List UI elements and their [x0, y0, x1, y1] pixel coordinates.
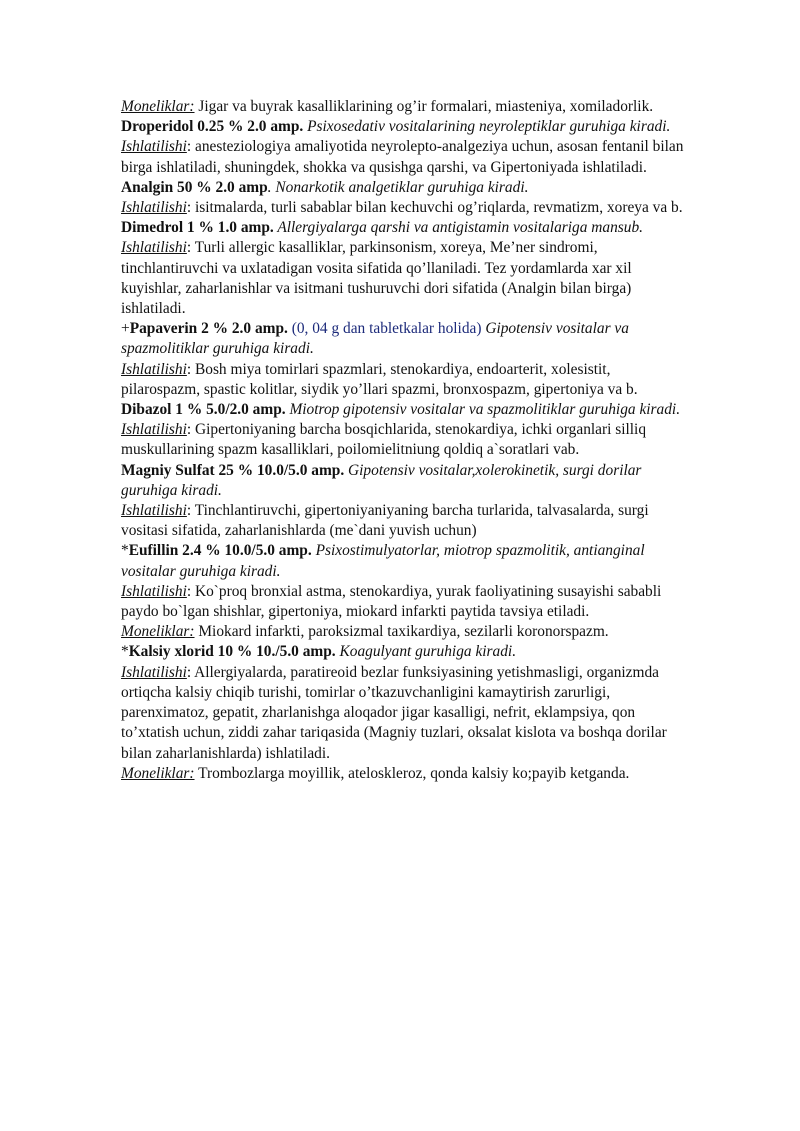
paragraph-text: : Ko`proq bronxial astma, stenokardiya, yurak faoliyatining susayishi sababli paydo bo`lgan shishlar, gipertoniya, miokard infarkti paytida tavsiya etiladi.: [121, 582, 662, 621]
contraindications-paragraph: [121, 764, 691, 784]
paragraph-text: : Turli allergic kasalliklar, parkinsonism, xoreya, Me’ner sindromi, tinchlantiruvchi va uxlatadigan vosita sifatida qo’llaniladi. Tez yordamlarda xar xil kuyishlar, zaharlanishlar va isitmani tushuruvchi dori sifatida (Analgin bilan birga) ishlatiladi.: [121, 239, 632, 318]
drug-description: Psixosedativ vositalarining neyroleptiklar guruhiga kiradi.: [303, 118, 671, 136]
paragraph-text: : Gipertoniyaning barcha bosqichlarida, stenokardiya, ichki organlari silliq muskullarining spazm kasalliklari, poilomielitniung qoldiq a`soratlari vab.: [121, 421, 647, 459]
drug-name: Papaverin 2 % 2.0 amp.: [129, 320, 288, 338]
drug-prefix: +: [121, 320, 130, 338]
usage-label: Ishlatilishi: [121, 582, 187, 600]
drug-name: Droperidol 0.25 % 2.0 amp.: [121, 118, 304, 136]
paragraph-text: : Allergiyalarda, paratireoid bezlar funksiyasining yetishmasligi, organizmda ortiqcha kalsiy chiqib turishi, tomirlar o’tkazuvchanligini kamaytirish zarurligi, parenximatoz, gepatit, zharlanishga aloqador jigar kasalligi, nefrit, eklampsiya, qon to’xtatish uchun, ziddi zahar tariqasida (Magniy tuzlari, oksalat kislota va boshqa dorilar bilan zaharlanishlarda) ishlatiladi.: [121, 663, 667, 762]
usage-paragraph: [121, 663, 691, 764]
usage-label: Ishlatilishi: [121, 502, 187, 520]
contraindications-paragraph: [121, 622, 691, 642]
drug-name: Kalsiy xlorid 10 % 10./5.0 amp.: [128, 643, 336, 661]
drug-prefix: *: [121, 643, 129, 661]
drug-heading: [121, 218, 691, 238]
usage-paragraph: [121, 360, 691, 400]
paragraph-text: : Tinchlantiruvchi, gipertoniyaniyaning barcha turlarida, talvasalarda, surgi vositasi sifatida, zaharlanishlarda (me`dani yuvish uchun): [121, 502, 649, 540]
drug-name: Dibazol 1 % 5.0/2.0 amp.: [121, 401, 286, 419]
drug-prefix: *: [121, 542, 129, 560]
usage-label: Ishlatilishi: [121, 421, 187, 439]
paragraph-text: Trombozlarga moyillik, ateloskleroz, qonda kalsiy ko;payib ketganda.: [194, 764, 630, 782]
usage-paragraph: [121, 137, 691, 177]
drug-heading: [121, 461, 691, 501]
contraindications-label: Moneliklar:: [121, 98, 195, 115]
drug-description: Koagulyant guruhiga kiradi.: [335, 643, 517, 661]
drug-note: (0, 04 g dan tabletkalar holida): [287, 320, 482, 338]
usage-paragraph: [121, 198, 691, 218]
paragraph-text: Miokard infarkti, paroksizmal taxikardiya, sezilarli koronorspazm.: [194, 623, 609, 641]
paragraph-text: : isitmalarda, turli sabablar bilan kechuvchi og’riqlarda, revmatizm, xoreya va b.: [186, 199, 683, 217]
usage-paragraph: [121, 238, 691, 319]
drug-heading: [121, 319, 691, 359]
drug-description: Allergiyalarga qarshi va antigistamin vositalariga mansub.: [273, 219, 644, 237]
contraindications-label: Moneliklar:: [121, 623, 195, 641]
drug-name: Dimedrol 1 % 1.0 amp.: [121, 219, 274, 237]
usage-label: Ishlatilishi: [121, 360, 187, 378]
contraindications-paragraph: [121, 97, 691, 117]
usage-label: Ishlatilishi: [121, 663, 187, 681]
drug-description: . Nonarkotik analgetiklar guruhiga kiradi.: [267, 178, 529, 196]
paragraph-text: : anesteziologiya amaliyotida neyrolepto-analgeziya uchun, asosan fentanil bilan birga ishlatiladi, shuningdek, shokka va qusishga qarshi, va Gipertoniyada ishlatiladi.: [121, 138, 684, 176]
drug-description: Gipotensiv vositalar va spazmolitiklar guruhiga kiradi.: [121, 320, 629, 358]
drug-description: Gipotensiv vositalar,xolerokinetik, surgi dorilar guruhiga kiradi.: [121, 461, 642, 499]
drug-name: Magniy Sulfat 25 % 10.0/5.0 amp.: [121, 461, 345, 479]
drug-heading: [121, 400, 691, 420]
usage-label: Ishlatilishi: [121, 138, 187, 156]
drug-description: Miotrop gipotensiv vositalar va spazmolitiklar guruhiga kiradi.: [285, 401, 681, 419]
usage-paragraph: [121, 501, 691, 541]
drug-heading: [121, 642, 691, 662]
usage-paragraph: [121, 420, 691, 460]
drug-description: Psixostimulyatorlar, miotrop spazmolitik, antianginal vositalar guruhiga kiradi.: [121, 542, 645, 580]
drug-heading: [121, 117, 691, 137]
drug-heading: [121, 178, 691, 198]
usage-label: Ishlatilishi: [121, 199, 187, 217]
drug-name: Analgin 50 % 2.0 amp: [121, 178, 268, 196]
contraindications-label: Moneliklar:: [121, 764, 195, 782]
drug-name: Eufillin 2.4 % 10.0/5.0 amp.: [128, 542, 312, 560]
paragraph-text: Jigar va buyrak kasalliklarining og’ir formalari, miasteniya, xomiladorlik.: [194, 98, 654, 115]
document-page: [121, 97, 691, 784]
usage-paragraph: [121, 582, 691, 622]
drug-heading: [121, 541, 691, 581]
paragraph-text: : Bosh miya tomirlari spazmlari, stenokardiya, endoarterit, xolesistit, pilarospazm, spastic kolitlar, siydik yo’llari spazmi, bronxospazm, gipertoniya va b.: [121, 360, 638, 398]
usage-label: Ishlatilishi: [121, 239, 187, 257]
